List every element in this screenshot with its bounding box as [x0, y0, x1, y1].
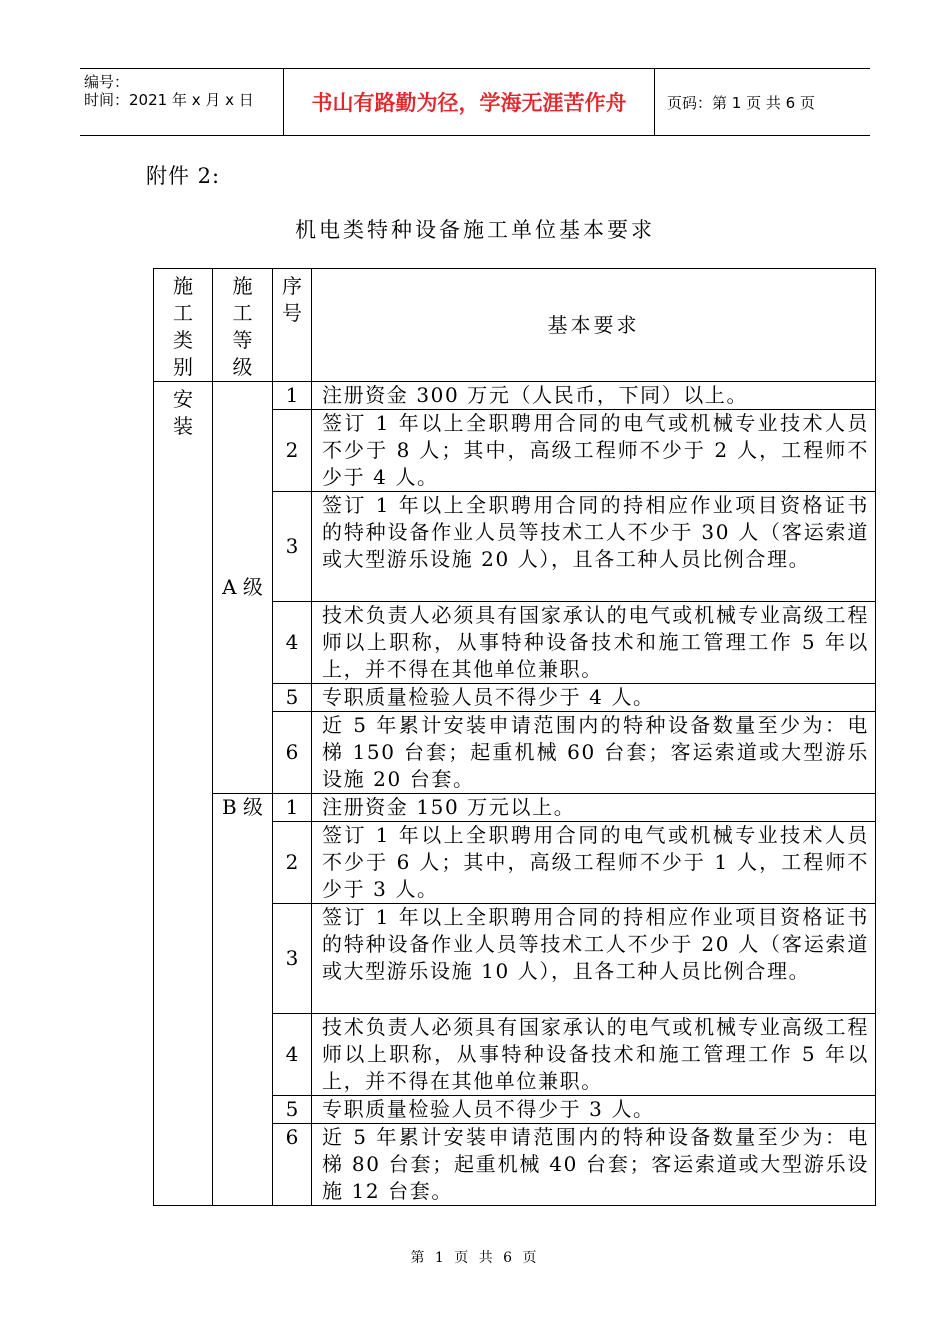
seq-cell: 3 [273, 904, 312, 1014]
page-header [80, 68, 870, 136]
requirement-cell: 近 5 年累计安装申请范围内的特种设备数量至少为：电梯 150 台套；起重机械 60 台套；客运索道或大型游乐设施 20 台套。 [312, 712, 876, 794]
seq-cell: 1 [273, 794, 312, 822]
seq-cell: 5 [273, 684, 312, 712]
requirement-cell: 注册资金 300 万元（人民币，下同）以上。 [312, 382, 876, 410]
seq-cell: 6 [273, 1124, 312, 1206]
requirement-cell: 注册资金 150 万元以上。 [312, 794, 876, 822]
table-header-row [154, 269, 876, 382]
requirement-cell: 技术负责人必须具有国家承认的电气或机械专业高级工程师以上职称，从事特种设备技术和施工管理工作 5 年以上，并不得在其他单位兼职。 [312, 602, 876, 684]
requirement-cell: 专职质量检验人员不得少于 4 人。 [312, 684, 876, 712]
header-page-info: 页码：第 1 页 共 6 页 [667, 93, 815, 112]
grade-cell: A 级 [213, 382, 273, 794]
vertical-text: 序 号 [282, 274, 302, 325]
header-motto: 书山有路勤为径，学海无涯苦作舟 [284, 69, 655, 135]
grade-cell: B 级 [213, 794, 273, 1206]
category-cell [154, 382, 213, 1206]
seq-cell: 2 [273, 410, 312, 492]
number-label: 编号： [84, 73, 130, 91]
header-requirement: 基本要求 [312, 269, 876, 382]
seq-cell: 4 [273, 1014, 312, 1096]
requirement-cell: 签订 1 年以上全职聘用合同的电气或机械专业技术人员不少于 8 人；其中，高级工程师不少于 2 人，工程师不少于 4 人。 [312, 410, 876, 492]
seq-cell: 1 [273, 382, 312, 410]
document-title: 机电类特种设备施工单位基本要求 [295, 218, 655, 242]
requirement-cell: 专职质量检验人员不得少于 3 人。 [312, 1096, 876, 1124]
seq-cell: 5 [273, 1096, 312, 1124]
table-row [154, 794, 876, 822]
header-meta [80, 69, 284, 135]
requirements-table [153, 268, 876, 1206]
page-footer: 第 1 页 共 6 页 [410, 1250, 540, 1266]
date-label: 时间：2021 年 x 月 x 日 [84, 91, 254, 109]
vertical-text: 施 工 等 级 [232, 274, 253, 379]
requirement-cell: 签订 1 年以上全职聘用合同的持相应作业项目资格证书的特种设备作业人员等技术工人不少于 30 人（客运索道或大型游乐设施 20 人），且各工种人员比例合理。 [312, 492, 876, 602]
vertical-text: 施 工 类 别 [173, 274, 193, 379]
attachment-label: 附件 2: [146, 164, 221, 188]
seq-cell: 6 [273, 712, 312, 794]
header-category [154, 269, 213, 382]
seq-cell: 3 [273, 492, 312, 602]
requirement-cell: 技术负责人必须具有国家承认的电气或机械专业高级工程师以上职称，从事特种设备技术和施工管理工作 5 年以上，并不得在其他单位兼职。 [312, 1014, 876, 1096]
requirement-cell: 近 5 年累计安装申请范围内的特种设备数量至少为：电梯 80 台套；起重机械 40 台套；客运索道或大型游乐设施 12 台套。 [312, 1124, 876, 1206]
header-grade [213, 269, 273, 382]
table-row [154, 382, 876, 410]
header-seq [273, 269, 312, 382]
requirement-cell: 签订 1 年以上全职聘用合同的电气或机械专业技术人员不少于 6 人；其中，高级工程师不少于 1 人，工程师不少于 3 人。 [312, 822, 876, 904]
category-text: 安 装 [173, 387, 193, 438]
requirement-cell: 签订 1 年以上全职聘用合同的持相应作业项目资格证书的特种设备作业人员等技术工人不少于 20 人（客运索道或大型游乐设施 10 人），且各工种人员比例合理。 [312, 904, 876, 1014]
seq-cell: 4 [273, 602, 312, 684]
seq-cell: 2 [273, 822, 312, 904]
